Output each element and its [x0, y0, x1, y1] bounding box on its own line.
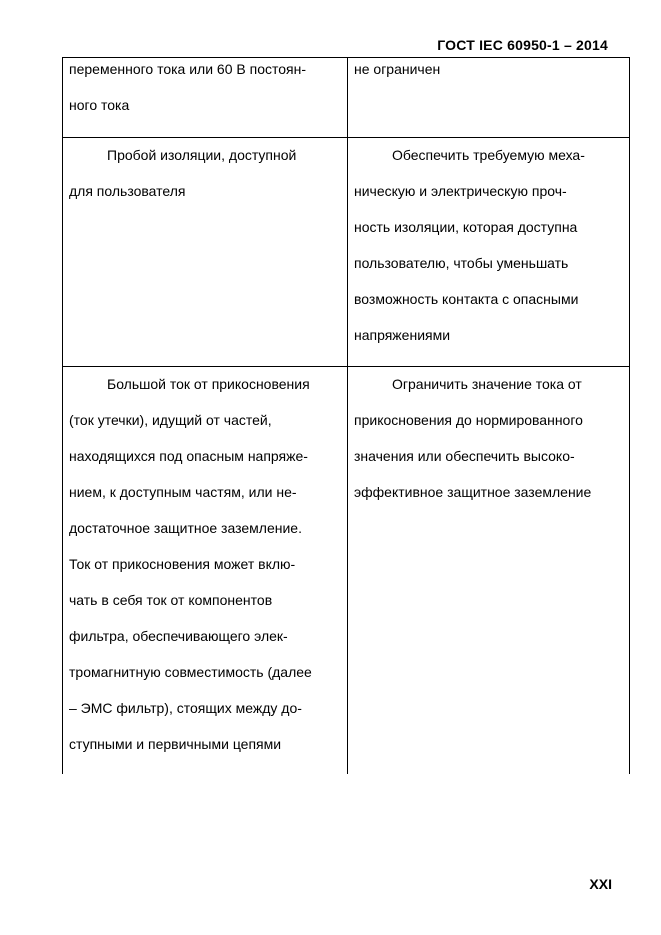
table-cell-hazard	[63, 138, 348, 367]
cell-text: Обеспечить требуемую меха- ническую и электрическую проч- ность изоляции, которая доступна пользователю, чтобы уменьшать возможность контакта с опасными напряжениями	[354, 147, 585, 343]
cell-text: переменного тока или 60 В постоян- ного тока	[69, 61, 306, 113]
cell-text: Ограничить значение тока от прикосновения до нормированного значения или обеспечить высоко- эффективное защитное заземление	[354, 376, 592, 500]
document-header: ГОСТ IEC 60950-1 – 2014	[437, 37, 608, 53]
table-cell-hazard	[63, 367, 348, 775]
table-row	[63, 367, 630, 775]
cell-text: не ограничен	[354, 61, 441, 77]
table-cell-measure	[348, 58, 630, 138]
table-cell-measure	[348, 138, 630, 367]
table-cell-measure	[348, 367, 630, 775]
table-row	[63, 138, 630, 367]
page-number: XXI	[589, 876, 612, 892]
cell-text: Пробой изоляции, доступной для пользователя	[69, 147, 297, 199]
table-row	[63, 58, 630, 138]
cell-text: Большой ток от прикосновения (ток утечки), идущий от частей, находящихся под опасным напряже- нием, к доступным частям, или не- достаточное защитное заземление. Ток от прикосновения может вклю- чать в себя ток от компонентов фильтра, обеспечивающего элек- тромагнитную совместимость (далее – ЭМС фильтр), стоящих между до- ступными и первичными цепями	[69, 376, 312, 752]
table-cell-hazard	[63, 58, 348, 138]
hazard-table	[62, 57, 630, 774]
